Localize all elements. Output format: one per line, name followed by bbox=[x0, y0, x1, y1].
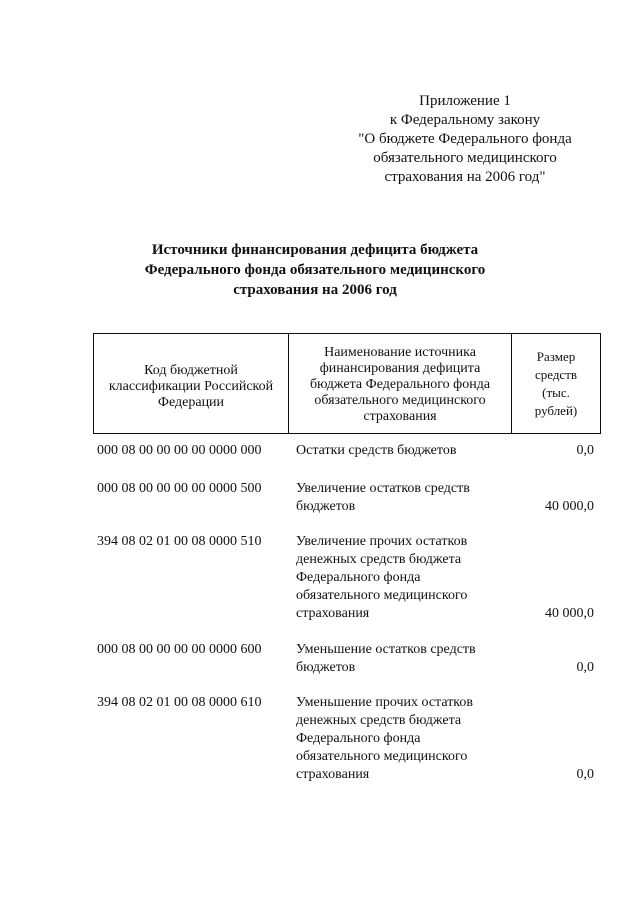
amount-value: 0,0 bbox=[576, 767, 594, 782]
source-name bbox=[296, 694, 511, 784]
source-name-line: денежных средств бюджета bbox=[296, 552, 462, 567]
source-name-line: Увеличение остатков средств bbox=[296, 481, 470, 496]
amount-value: 40 000,0 bbox=[545, 499, 594, 514]
title-line: Источники финансирования дефицита бюджета bbox=[151, 242, 479, 258]
header-name-line: Наименование источника bbox=[324, 344, 476, 360]
amount-value: 0,0 bbox=[576, 660, 594, 675]
header-code-line: Федерации bbox=[157, 394, 225, 410]
amount-value: 40 000,0 bbox=[545, 606, 594, 621]
source-name-line: Увеличение прочих остатков bbox=[296, 534, 468, 549]
title-line: страхования на 2006 год bbox=[233, 282, 397, 298]
header-code-cell bbox=[94, 334, 289, 433]
appendix-line: обязательного медицинского bbox=[373, 150, 557, 166]
header-name-line: обязательного медицинского bbox=[314, 392, 486, 408]
source-name-line: страхования bbox=[296, 606, 370, 621]
source-name-line: денежных средств бюджета bbox=[296, 713, 462, 728]
header-name-line: страхования bbox=[363, 408, 437, 424]
source-name bbox=[296, 480, 511, 516]
header-name-cell bbox=[289, 334, 512, 433]
source-name bbox=[296, 533, 511, 623]
budget-code: 394 08 02 01 00 08 0000 510 bbox=[97, 534, 262, 549]
header-name-line: бюджета Федерального фонда bbox=[309, 376, 491, 392]
header-name-line: финансирования дефицита bbox=[319, 360, 481, 376]
document-title bbox=[100, 240, 530, 300]
header-amount-cell bbox=[512, 334, 600, 433]
header-code-line: классификации Российской bbox=[108, 378, 274, 394]
title-line: Федерального фонда обязательного медицинского bbox=[144, 262, 486, 278]
header-amount-line: (тыс. bbox=[542, 384, 570, 400]
amount-value: 0,0 bbox=[576, 443, 594, 458]
source-name-line: Уменьшение остатков средств bbox=[296, 642, 476, 657]
budget-code: 000 08 00 00 00 00 0000 500 bbox=[97, 481, 262, 496]
source-name-line: бюджетов bbox=[296, 499, 356, 514]
appendix-line: "О бюджете Федерального фонда bbox=[358, 131, 572, 147]
source-name-line: обязательного медицинского bbox=[296, 749, 468, 764]
budget-code: 394 08 02 01 00 08 0000 610 bbox=[97, 695, 262, 710]
header-code-line: Код бюджетной bbox=[144, 362, 238, 378]
budget-code: 000 08 00 00 00 00 0000 000 bbox=[97, 443, 262, 458]
header-amount-line: рублей) bbox=[534, 402, 578, 418]
source-name bbox=[296, 641, 511, 677]
appendix-line: к Федеральному закону bbox=[389, 112, 541, 128]
source-name-line: Федерального фонда bbox=[296, 570, 421, 585]
source-name-line: Федерального фонда bbox=[296, 731, 421, 746]
source-name-line: Уменьшение прочих остатков bbox=[296, 695, 474, 710]
source-name-line: бюджетов bbox=[296, 660, 356, 675]
appendix-reference bbox=[340, 92, 590, 187]
appendix-line: Приложение 1 bbox=[419, 93, 511, 109]
header-amount-line: Размер bbox=[536, 348, 576, 364]
appendix-line: страхования на 2006 год" bbox=[384, 169, 546, 185]
source-name bbox=[296, 442, 511, 460]
source-name-line: обязательного медицинского bbox=[296, 588, 468, 603]
source-name-line: Остатки средств бюджетов bbox=[296, 443, 457, 458]
header-amount-line: средств bbox=[534, 366, 578, 382]
budget-code: 000 08 00 00 00 00 0000 600 bbox=[97, 642, 262, 657]
table-header bbox=[93, 333, 601, 434]
source-name-line: страхования bbox=[296, 767, 370, 782]
